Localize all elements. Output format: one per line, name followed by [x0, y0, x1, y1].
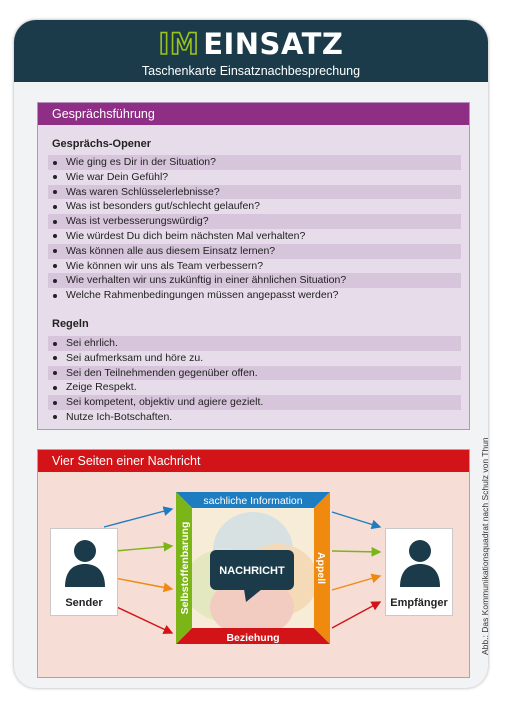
section-conversation-title: Gesprächsführung: [38, 103, 469, 125]
list-item: Was waren Schlüsselerlebnisse?: [48, 185, 461, 200]
arrow-information-receiver: [332, 512, 380, 527]
label-message: NACHRICHT: [219, 565, 285, 577]
openers-heading: Gesprächs-Opener: [52, 138, 152, 150]
card-subtitle: Taschenkarte Einsatznachbesprechung: [141, 64, 361, 78]
list-item: Zeige Respekt.: [48, 380, 461, 395]
logo-main: EINSATZ: [203, 27, 344, 61]
label-relationship: Beziehung: [226, 632, 280, 644]
sender-label: Sender: [65, 597, 103, 609]
list-item: Wie können wir uns als Team verbessern?: [48, 259, 461, 274]
arrow-appeal-receiver: [332, 576, 380, 590]
logo-prefix: IM: [158, 27, 200, 61]
receiver-label: Empfänger: [390, 597, 448, 609]
list-item: Wie war Dein Gefühl?: [48, 170, 461, 185]
arrow-relationship-receiver: [332, 602, 380, 628]
list-item: Was ist verbesserungswürdig?: [48, 214, 461, 229]
list-item: Was ist besonders gut/schlecht gelaufen?: [48, 199, 461, 214]
person-icon: [386, 529, 454, 599]
list-item: Sei ehrlich.: [48, 336, 461, 351]
section-four-sides-title: Vier Seiten einer Nachricht: [38, 450, 469, 472]
rules-heading: Regeln: [52, 318, 89, 330]
list-item: Wie ging es Dir in der Situation?: [48, 155, 461, 170]
list-item: Nutze Ich-Botschaften.: [48, 410, 461, 425]
list-item: Wie würdest Du dich beim nächsten Mal verhalten?: [48, 229, 461, 244]
list-item: Sei aufmerksam und höre zu.: [48, 351, 461, 366]
person-icon: [51, 529, 119, 599]
label-information: sachliche Information: [203, 495, 303, 507]
arrow-self-receiver: [332, 551, 380, 552]
label-self: Selbstoffenbarung: [179, 521, 191, 615]
arrow-sender-information: [104, 509, 172, 527]
list-item: Sei kompetent, objektiv und agiere gezielt.: [48, 395, 461, 410]
list-item: Sei den Teilnehmenden gegenüber offen.: [48, 366, 461, 381]
list-item: Was können alle aus diesem Einsatz lernen?: [48, 244, 461, 259]
figure-credit: Abb.: Das Kommunikationsquadrat nach Schulz von Thun: [480, 437, 490, 655]
receiver-box: [385, 528, 453, 616]
list-item: Wie verhalten wir uns zukünftig in einer ähnlichen Situation?: [48, 273, 461, 288]
sender-box: [50, 528, 118, 616]
list-item: Welche Rahmenbedingungen müssen angepasst werden?: [48, 288, 461, 303]
label-appeal: Appell: [315, 551, 327, 585]
